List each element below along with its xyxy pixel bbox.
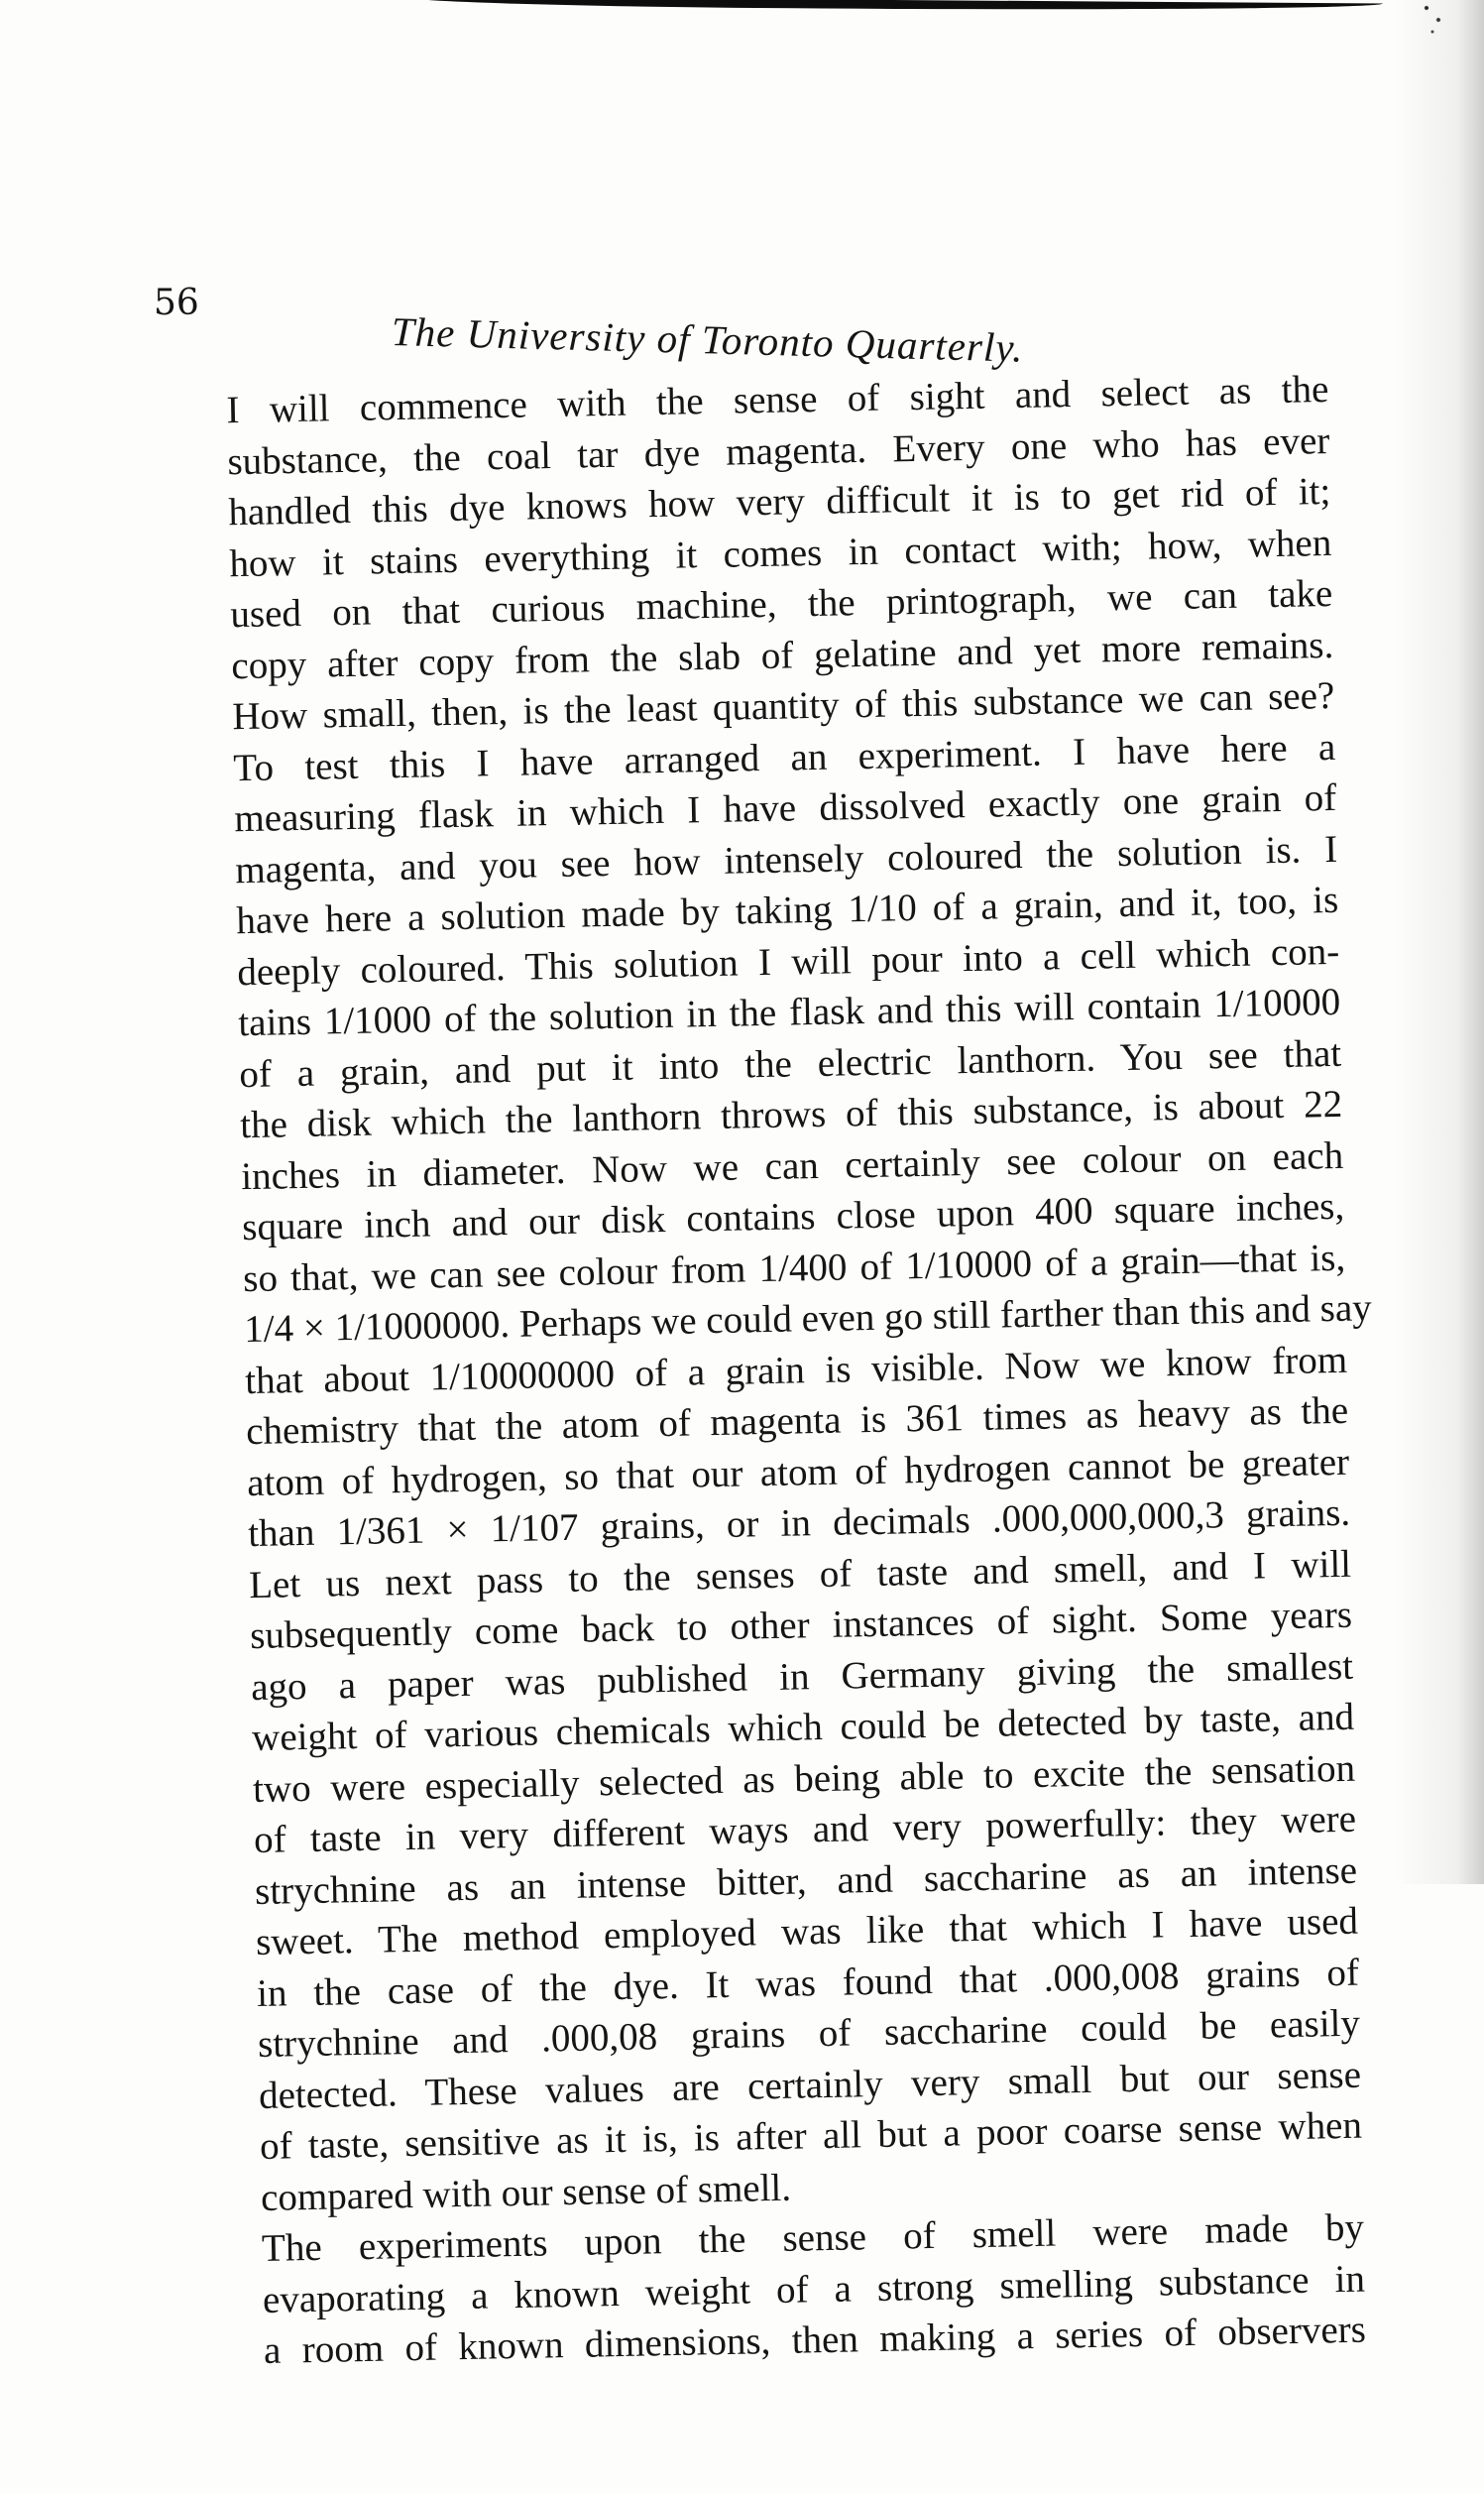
text-line: deeply coloured. This solution I will pour into a cell which con- xyxy=(236,929,1340,994)
page-number: 56 xyxy=(154,283,199,323)
text-line: substance, the coal tar dye magenta. Every one who has ever xyxy=(227,418,1330,483)
text-line: ago a paper was published in Germany giving the smallest xyxy=(250,1644,1354,1709)
text-line: magenta, and you see how intensely coloured the solution is. I xyxy=(234,827,1338,891)
text-line: than 1/361 × 1/107 grains, or in decimals .000,000,000,3 grains. xyxy=(247,1490,1351,1556)
text-line: How small, then, is the least quantity of this substance we can see? xyxy=(231,673,1335,739)
running-head: The University of Toronto Quarterly. xyxy=(391,308,1025,371)
text-line: measuring flask in which I have dissolved exactly one grain of xyxy=(233,775,1337,841)
text-line: two were especially selected as being able to excite the sensation xyxy=(252,1746,1356,1811)
text-line: I will commence with the sense of sight and select as the xyxy=(226,367,1329,432)
text-line: how it stains everything it comes in contact with; how, when xyxy=(229,521,1332,585)
text-line: tains 1/1000 of the solution in the flask and this will contain 1/10000 xyxy=(237,980,1341,1045)
paragraph-2 xyxy=(146,721,1373,1561)
page-edge-specks xyxy=(1415,0,1454,40)
text-line: the disk which the lanthorn throws of this substance, is about 22 xyxy=(239,1082,1343,1147)
text-line: a room of known dimensions, then making a series of observers xyxy=(263,2308,1367,2372)
text-line: detected. These values are certainly very small but our sense xyxy=(258,2053,1362,2117)
body-text xyxy=(139,364,1373,2378)
paragraph-4 xyxy=(174,2202,1367,2379)
text-line: of taste in very different ways and very powerfully: they were xyxy=(253,1797,1357,1862)
text-line: that about 1/10000000 of a grain is visible. Now we know from xyxy=(244,1338,1348,1402)
paragraph-3 xyxy=(162,1538,1364,2224)
text-line: in the case of the dye. It was found that .000,008 grains of xyxy=(256,1951,1360,2015)
text-line: strychnine as an intense bitter, and saccharine as an intense xyxy=(254,1848,1358,1913)
text-line: inches in diameter. Now we can certainly see colour on each xyxy=(240,1133,1344,1198)
text-line: used on that curious machine, the printograph, we can take xyxy=(230,571,1333,637)
text-line: weight of various chemicals which could be detected by taste, and xyxy=(251,1695,1355,1760)
text-line: Let us next pass to the senses of taste and smell, and I will xyxy=(248,1542,1352,1606)
text-line: so that, we can see colour from 1/400 of 1/10000 of a grain—that is, xyxy=(242,1236,1346,1300)
text-line: strychnine and .000,08 grains of saccharine could be easily xyxy=(257,2001,1361,2066)
text-line: of taste, sensitive as it is, is after all but a poor coarse sense when xyxy=(259,2103,1363,2168)
text-line: handled this dye knows how very difficult it is to get rid of it; xyxy=(228,469,1331,534)
text-line: atom of hydrogen, so that our atom of hydrogen cannot be greater xyxy=(246,1440,1350,1504)
text-line: square inch and our disk contains close upon 400 square inches, xyxy=(241,1184,1345,1249)
text-line: To test this I have arranged an experiment. I have here a xyxy=(232,725,1336,789)
text-line: chemistry that the atom of magenta is 361 times as heavy as the xyxy=(245,1388,1349,1454)
top-border-rule xyxy=(401,0,1383,12)
paragraph-1 xyxy=(139,364,1335,744)
page-edge-shadow xyxy=(1395,0,1484,1884)
text-line: subsequently come back to other instances of sight. Some years xyxy=(249,1593,1353,1658)
text-line: have here a solution made by taking 1/10 of a grain, and it, too, is xyxy=(235,878,1339,943)
text-line: compared with our sense of smell. xyxy=(260,2166,792,2219)
text-line: 1/4 × 1/1000000. Perhaps we could even go still farther than this and say xyxy=(243,1286,1373,1352)
text-line: copy after copy from the slab of gelatine and yet more remains. xyxy=(231,623,1334,687)
text-line: sweet. The method employed was like that which I have used xyxy=(255,1899,1359,1964)
text-line: of a grain, and put it into the electric lanthorn. You see that xyxy=(238,1031,1342,1096)
text-line: evaporating a known weight of a strong smelling substance in xyxy=(262,2257,1366,2321)
text-line: The experiments upon the sense of smell were made by xyxy=(261,2205,1365,2270)
